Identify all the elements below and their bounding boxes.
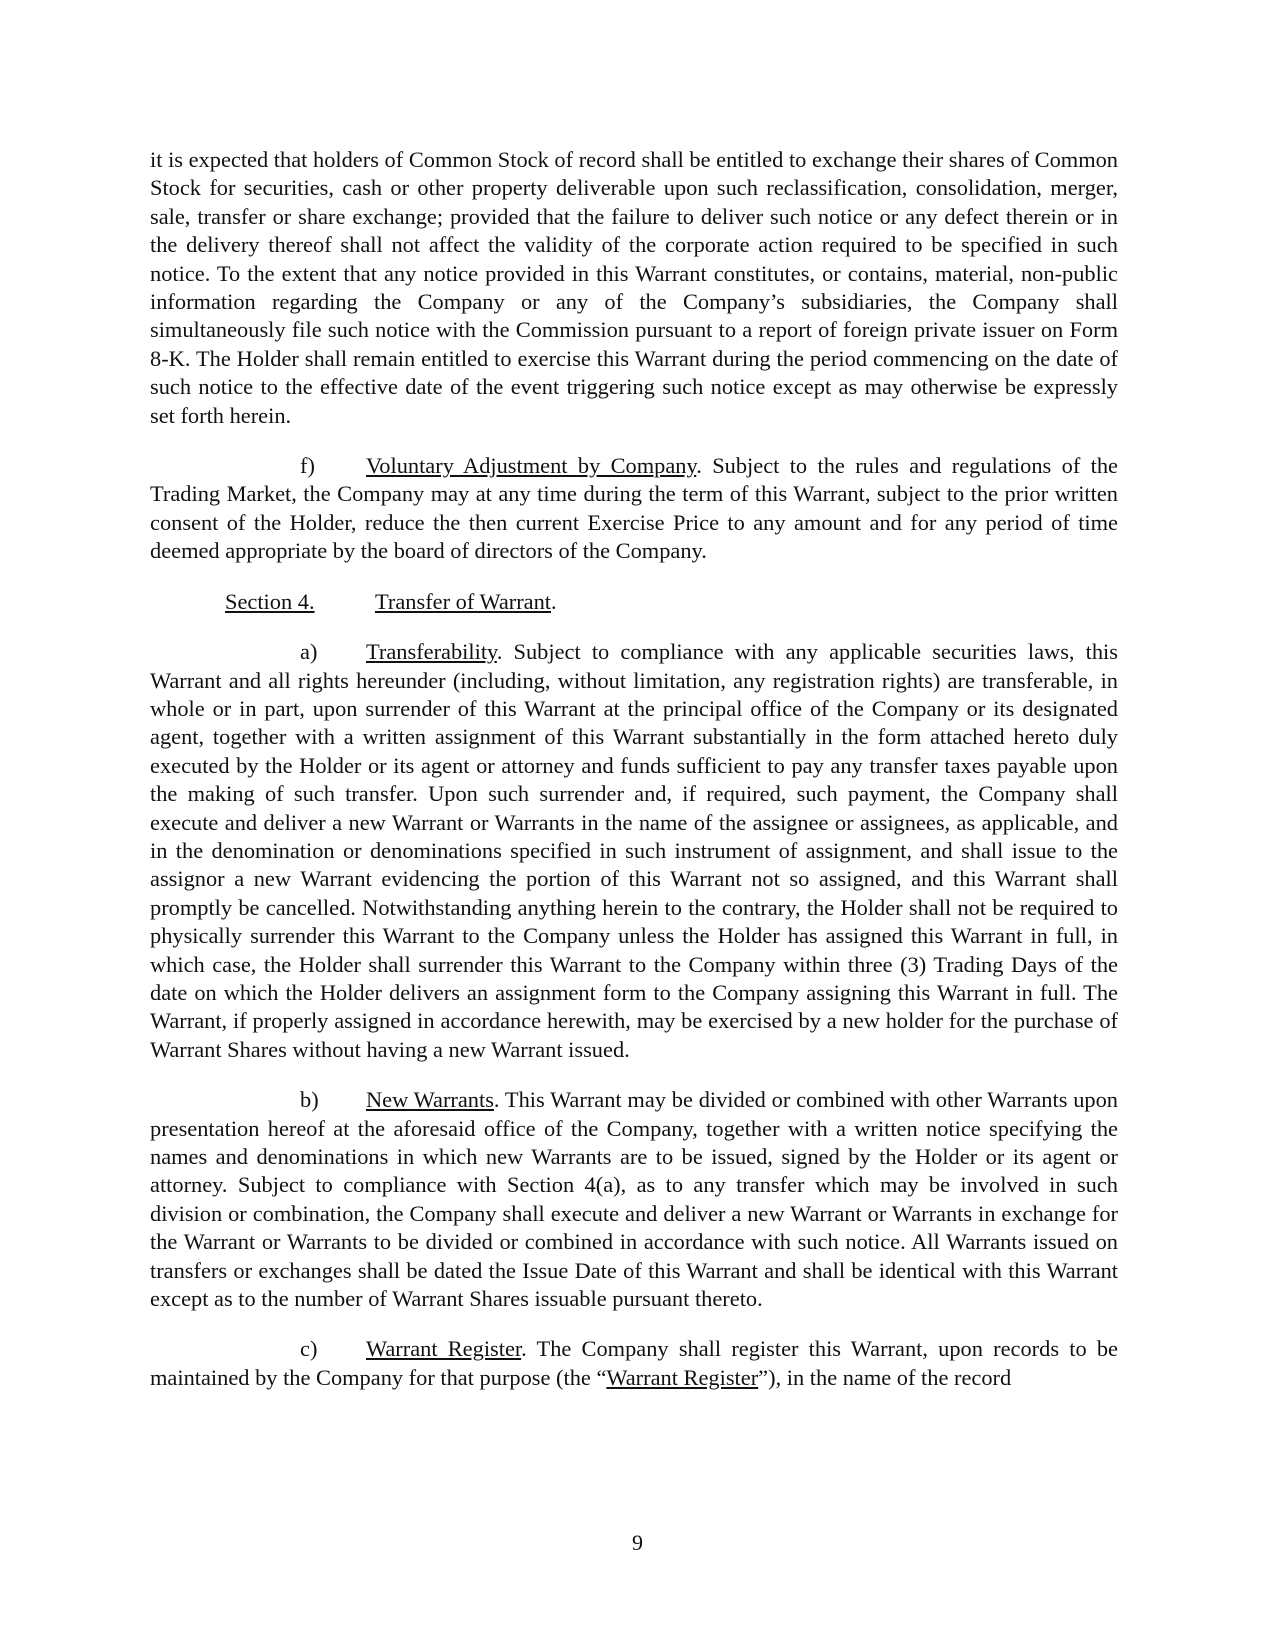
paragraph-a [150,638,1118,1064]
paragraph-a-marker: a) [300,639,318,665]
paragraph-c-title: Warrant Register [366,1336,522,1362]
paragraph-c-text-before: . The Company shall register this Warrant, upon records to be maintained by the Company for that purpose (the “ [150,1336,1118,1390]
document-page [150,146,1118,1392]
section-4-number: Section 4. [225,588,315,614]
section-4-heading [150,588,1118,616]
paragraph-c [150,1335,1118,1392]
page-number: 9 [632,1530,643,1555]
continuation-paragraph: it is expected that holders of Common Stock of record shall be entitled to exchange their shares of Common Stock for securities, cash or other property deliverable upon such reclassification, consolidation, merger, sale, transfer or share exchange; provided that the failure to deliver such notice or any defect therein or in the delivery thereof shall not affect the validity of the corporate action required to be specified in such notice. To the extent that any notice provided in this Warrant constitutes, or contains, material, non-public information regarding the Company or any of the Company’s subsidiaries, the Company shall simultaneously file such notice with the Commission pursuant to a report of foreign private issuer on Form 8-K. The Holder shall remain entitled to exercise this Warrant during the period commencing on the date of such notice to the effective date of the event triggering such notice except as may otherwise be expressly set forth herein. [150,147,1118,428]
paragraph-b [150,1086,1118,1313]
paragraph-f-marker: f) [300,453,315,479]
paragraph-f-text: . Subject to the rules and regulations of the Trading Market, the Company may at any time during the term of this Warrant, subject to the prior written consent of the Holder, reduce the then current Exercise Price to any amount and for any period of time deemed appropriate by the board of directors of the Company. [150,453,1118,564]
paragraph-a-title: Transferability [366,639,497,665]
section-4-title-suffix: . [551,588,557,614]
paragraph-a-text: . Subject to compliance with any applicable securities laws, this Warrant and all rights hereunder (including, without limitation, any registration rights) are transferable, in whole or in part, upon surrender of this Warrant at the principal office of the Company or its designated agent, together with a written assignment of this Warrant substantially in the form attached hereto duly executed by the Holder or its agent or attorney and funds sufficient to pay any transfer taxes payable upon the making of such transfer. Upon such surrender and, if required, such payment, the Company shall execute and deliver a new Warrant or Warrants in the name of the assignee or assignees, as applicable, and in the denomination or denominations specified in such instrument of assignment, and shall issue to the assignor a new Warrant evidencing the portion of this Warrant not so assigned, and this Warrant shall promptly be cancelled. Notwithstanding anything herein to the contrary, the Holder shall not be required to physically surrender this Warrant to the Company unless the Holder has assigned this Warrant in full, in which case, the Holder shall surrender this Warrant to the Company within three (3) Trading Days of the date on which the Holder delivers an assignment form to the Company assigning this Warrant in full. The Warrant, if properly assigned in accordance herewith, may be exercised by a new holder for the purchase of Warrant Shares without having a new Warrant issued. [150,639,1118,1062]
paragraph-c-marker: c) [300,1336,318,1362]
paragraph-b-title: New Warrants [366,1087,494,1113]
section-4-title: Transfer of Warrant [375,588,552,614]
paragraph-b-marker: b) [300,1087,319,1113]
paragraph-f-title: Voluntary Adjustment by Company [366,453,697,479]
paragraph-c-defined-term: Warrant Register [606,1364,759,1390]
paragraph-c-text-after: ”), in the name of the record [758,1364,1012,1390]
paragraph-b-text: . This Warrant may be divided or combined with other Warrants upon presentation hereof at the aforesaid office of the Company, together with a written notice specifying the names and denominations in which new Warrants are to be issued, signed by the Holder or its agent or attorney. Subject to compliance with Section 4(a), as to any transfer which may be involved in such division or combination, the Company shall execute and deliver a new Warrant or Warrants in exchange for the Warrant or Warrants to be divided or combined in accordance with such notice. All Warrants issued on transfers or exchanges shall be dated the Issue Date of this Warrant and shall be identical with this Warrant except as to the number of Warrant Shares issuable pursuant thereto. [150,1087,1118,1312]
paragraph-f [150,452,1118,566]
